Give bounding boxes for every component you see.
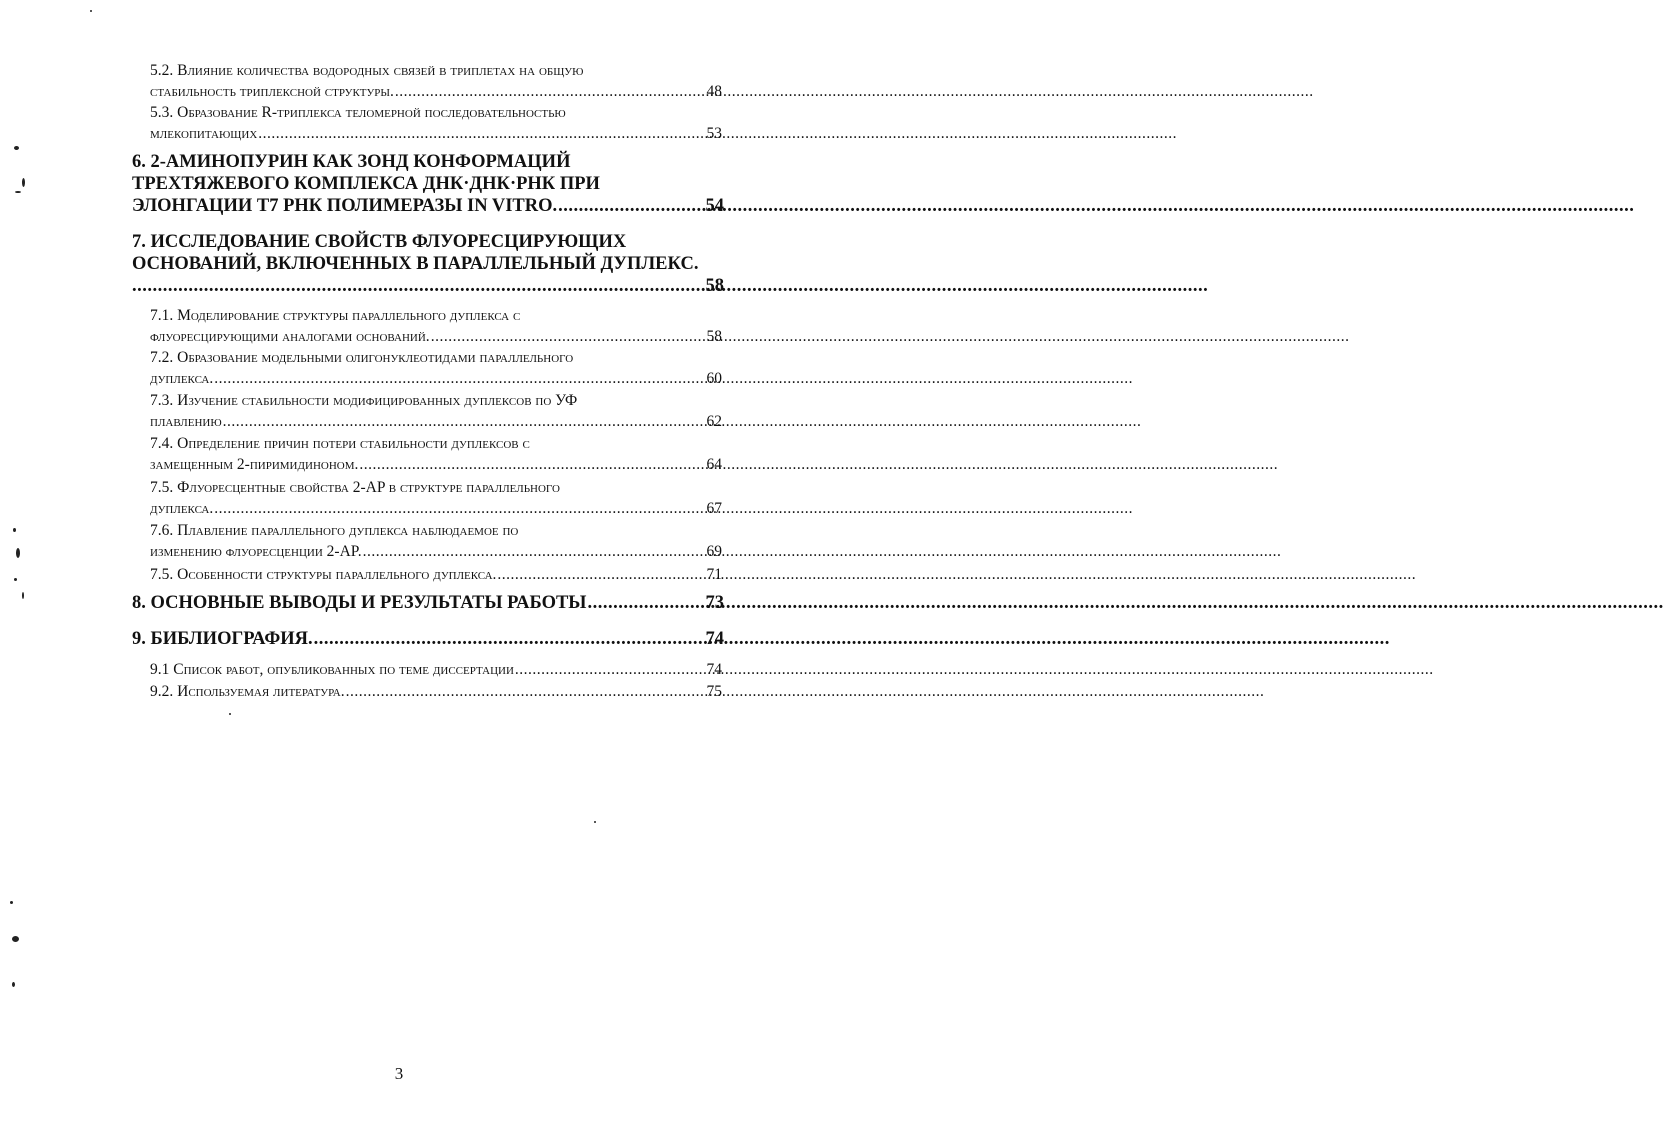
toc-entry-title-cont: дуплекса. — [150, 500, 214, 517]
dot-leader — [359, 454, 705, 475]
toc-entry-7-5-structure — [150, 564, 722, 585]
scan-speck — [16, 548, 20, 558]
scan-speck — [229, 713, 231, 715]
toc-page-number: 74 — [705, 629, 724, 649]
toc-entry-7-3 — [150, 390, 722, 432]
toc-entry-9-1 — [150, 659, 722, 680]
toc-entry-title: 7.1. Моделирование структуры параллельного дуплекса с — [150, 307, 521, 324]
dot-leader — [497, 564, 705, 585]
dot-leader — [395, 81, 706, 102]
toc-entry-6 — [132, 151, 724, 217]
toc-page-number: 58 — [705, 276, 724, 296]
scan-speck — [22, 178, 25, 187]
scan-speck — [14, 146, 19, 150]
dot-leader — [587, 592, 704, 614]
table-of-contents — [0, 0, 798, 1130]
dot-leader — [214, 368, 705, 389]
scan-speck — [22, 592, 24, 599]
toc-page-number: 75 — [706, 683, 722, 700]
toc-chapter-title-cont: ОСНОВАНИЙ, ВКЛЮЧЕННЫХ В ПАРАЛЛЕЛЬНЫЙ ДУПЛЕКС. — [132, 254, 699, 274]
toc-page-number: 58 — [706, 328, 722, 345]
page-number: 3 — [394, 1064, 404, 1083]
dot-leader — [515, 659, 706, 680]
toc-page-number: 60 — [706, 370, 722, 387]
toc-page-number: 67 — [706, 500, 722, 517]
toc-entry-7-6 — [150, 520, 722, 562]
dot-leader — [558, 195, 704, 217]
toc-entry-7-5 — [150, 477, 722, 519]
toc-entry-5-3 — [150, 102, 722, 144]
toc-entry-title: 7.5. Флуоресцентные свойства 2-AP в структуре параллельного — [150, 479, 560, 496]
scan-speck — [12, 982, 15, 987]
scan-speck — [12, 936, 19, 942]
dot-leader — [346, 681, 706, 702]
dot-leader — [363, 541, 706, 562]
scan-speck — [90, 10, 92, 12]
toc-entry-7-4 — [150, 433, 722, 475]
scan-speck — [594, 821, 596, 823]
toc-chapter-title-cont: ЭЛОНГАЦИИ Т7 РНК ПОЛИМЕРАЗЫ IN VITRO. — [132, 196, 558, 216]
toc-entry-title: 5.3. Образование R-триплекса теломерной последовательностью — [150, 104, 566, 121]
toc-entry-title: 9.2. Используемая литература. — [150, 683, 345, 700]
toc-chapter-title: 9. БИБЛИОГРАФИЯ. — [132, 629, 313, 649]
toc-entry-title-cont: стабильность триплексной структуры. — [150, 83, 394, 100]
toc-entry-title: 9.1 Список работ, опубликованных по теме диссертации — [150, 661, 514, 678]
toc-chapter-title: 6. 2-АМИНОПУРИН КАК ЗОНД КОНФОРМАЦИЙ — [132, 152, 571, 172]
toc-page-number: 64 — [706, 456, 722, 473]
toc-page-number: 54 — [705, 196, 724, 216]
toc-entry-title-cont: млекопитающих — [150, 125, 258, 142]
toc-chapter-title: 8. ОСНОВНЫЕ ВЫВОДЫ И РЕЗУЛЬТАТЫ РАБОТЫ — [132, 593, 587, 613]
toc-entry-title-cont: плавлению — [150, 413, 222, 430]
toc-page-number: 48 — [706, 83, 722, 100]
toc-entry-title-cont: дуплекса. — [150, 370, 214, 387]
toc-entry-7 — [132, 231, 724, 297]
dot-leader — [214, 498, 705, 519]
toc-entry-9-2 — [150, 681, 722, 702]
toc-entry-title: 7.6. Плавление параллельного дуплекса наблюдаемое по — [150, 522, 519, 539]
toc-page-number: 74 — [706, 661, 722, 678]
toc-entry-7-2 — [150, 347, 722, 389]
toc-entry-title-cont: изменению флуоресценции 2-AP. — [150, 543, 362, 560]
toc-entry-title: 5.2. Влияние количества водородных связей в триплетах на общую — [150, 62, 584, 79]
toc-page-number: 71 — [706, 566, 722, 583]
toc-entry-9 — [132, 628, 724, 650]
toc-chapter-title-cont: ТРЕХТЯЖЕВОГО КОМПЛЕКСА ДНК·ДНК·РНК ПРИ — [132, 174, 600, 194]
toc-entry-title: 7.4. Определение причин потери стабильности дуплексов с — [150, 435, 530, 452]
toc-chapter-title: 7. ИССЛЕДОВАНИЕ СВОЙСТВ ФЛУОРЕСЦИРУЮЩИХ — [132, 232, 627, 252]
dot-leader — [314, 628, 705, 650]
toc-entry-8 — [132, 592, 724, 614]
toc-page-number: 53 — [706, 125, 722, 142]
dot-leader — [223, 411, 706, 432]
toc-entry-title-cont: замещенным 2-пиримидиноном. — [150, 456, 359, 473]
toc-entry-title: 7.5. Особенности структуры параллельного дуплекса. — [150, 566, 497, 583]
scan-speck — [13, 528, 16, 532]
toc-entry-5-2 — [150, 60, 722, 102]
toc-entry-7-1 — [150, 305, 722, 347]
toc-entry-title: 7.3. Изучение стабильности модифицированных дуплексов по УФ — [150, 392, 578, 409]
scan-speck — [14, 578, 17, 581]
toc-page-number: 69 — [706, 543, 722, 560]
dot-leader — [431, 326, 706, 347]
toc-entry-title: 7.2. Образование модельными олигонуклеотидами параллельного — [150, 349, 574, 366]
dot-leader — [258, 123, 705, 144]
toc-page-number: 62 — [706, 413, 722, 430]
toc-entry-title-cont: флуоресцирующими аналогами оснований. — [150, 328, 430, 345]
dot-leader — [132, 275, 705, 297]
scan-speck — [15, 191, 21, 193]
toc-page-number: 73 — [705, 593, 724, 613]
scan-speck — [10, 901, 13, 904]
